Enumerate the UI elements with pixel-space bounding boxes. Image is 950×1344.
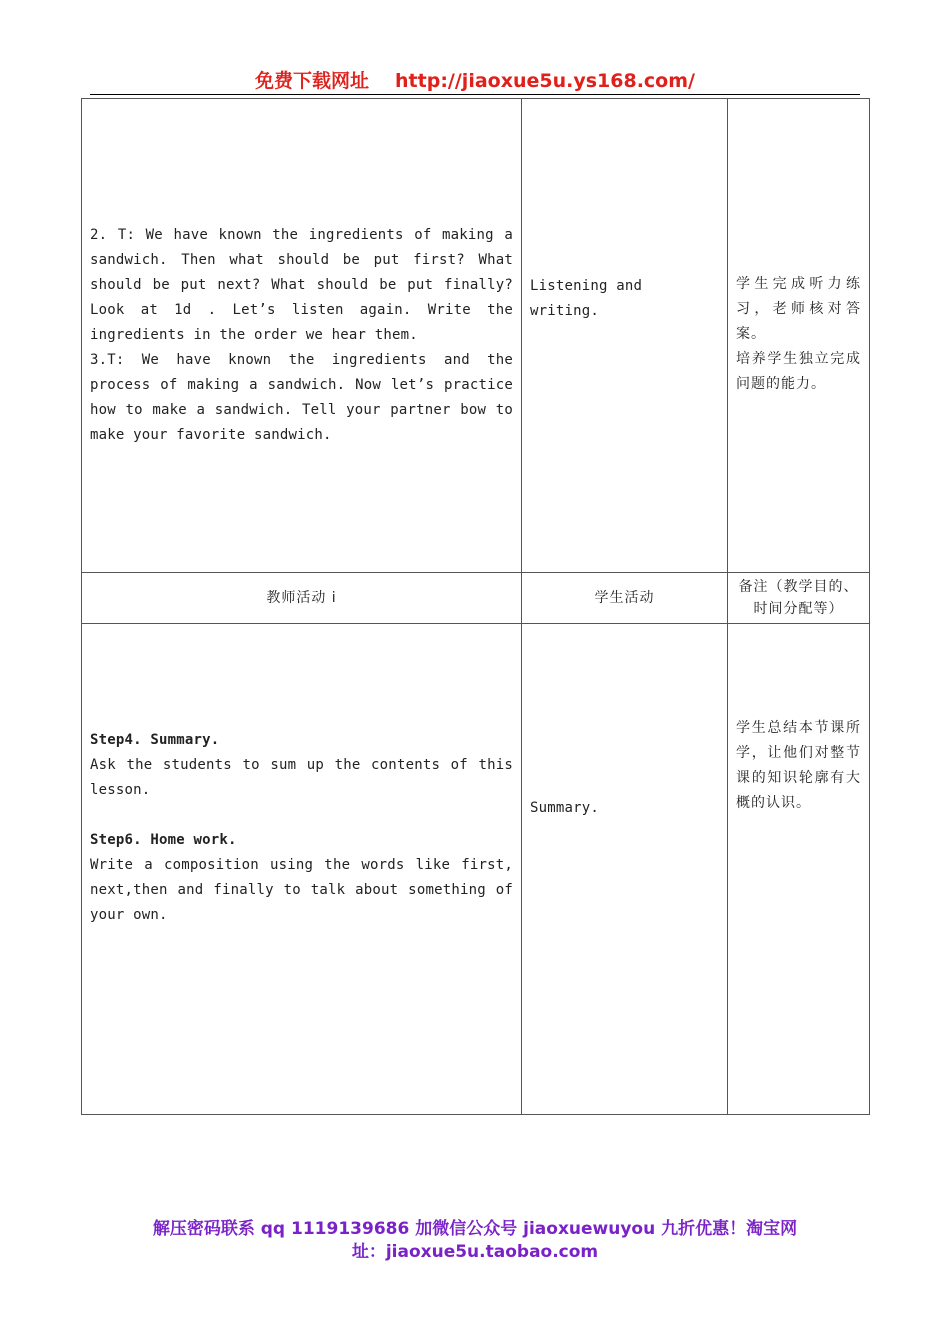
teacher-activity-cell [82,624,522,1115]
notes-cell [728,624,870,1115]
page-header [0,66,950,93]
student-activity-text: Listening and writing. [530,278,643,319]
note-text: 学生总结本节课所学，让他们对整节课的知识轮廓有大概的认识。 [736,720,861,811]
table-row [82,99,870,573]
footer-line: 解压密码联系 qq 1119139686 加微信公众号 jiaoxuewuyou 九折优惠！淘宝网 [152,1219,798,1239]
step6-title: Step6. Home work. [90,832,237,848]
teacher-paragraph: 3.T: We have known the ingredients and the process of making a sandwich. Now let’s practice how to make a sandwich. Tell your partner bow to make your favorite sandwich. [90,352,513,443]
student-activity-header: 学生活动 [522,573,728,624]
header-divider [90,94,860,95]
notes-cell [728,99,870,573]
note-text: 培养学生独立完成问题的能力。 [736,351,861,392]
footer-line: 址：jiaoxue5u.taobao.com [351,1242,599,1262]
teacher-activity-cell [82,99,522,573]
teacher-paragraph: 2. T: We have known the ingredients of making a sandwich. Then what should be put first? What should be put next? What should be put finally? Look at 1d . Let’s listen again. Write the ingredients in the order we hear them. [90,227,513,343]
step4-title: Step4. Summary. [90,732,220,748]
notes-header: 备注（教学目的、时间分配等） [728,573,870,624]
step6-text: Write a composition using the words like first, next,then and finally to talk about something of your own. [90,857,513,923]
teacher-activity-header: 教师活动 i [82,573,522,624]
header-url-link[interactable]: http://jiaoxue5u.ys168.com/ [395,70,695,92]
header-label: 免费下载网址 [255,70,370,92]
column-header-row [82,573,870,624]
student-activity-cell [522,99,728,573]
student-activity-text: Summary. [530,800,600,816]
note-text: 学生完成听力练习，老师核对答案。 [736,276,861,342]
lesson-plan-table [81,98,870,1115]
page-footer [0,1218,950,1264]
step4-text: Ask the students to sum up the contents of this lesson. [90,757,513,798]
table-row [82,624,870,1115]
student-activity-cell [522,624,728,1115]
